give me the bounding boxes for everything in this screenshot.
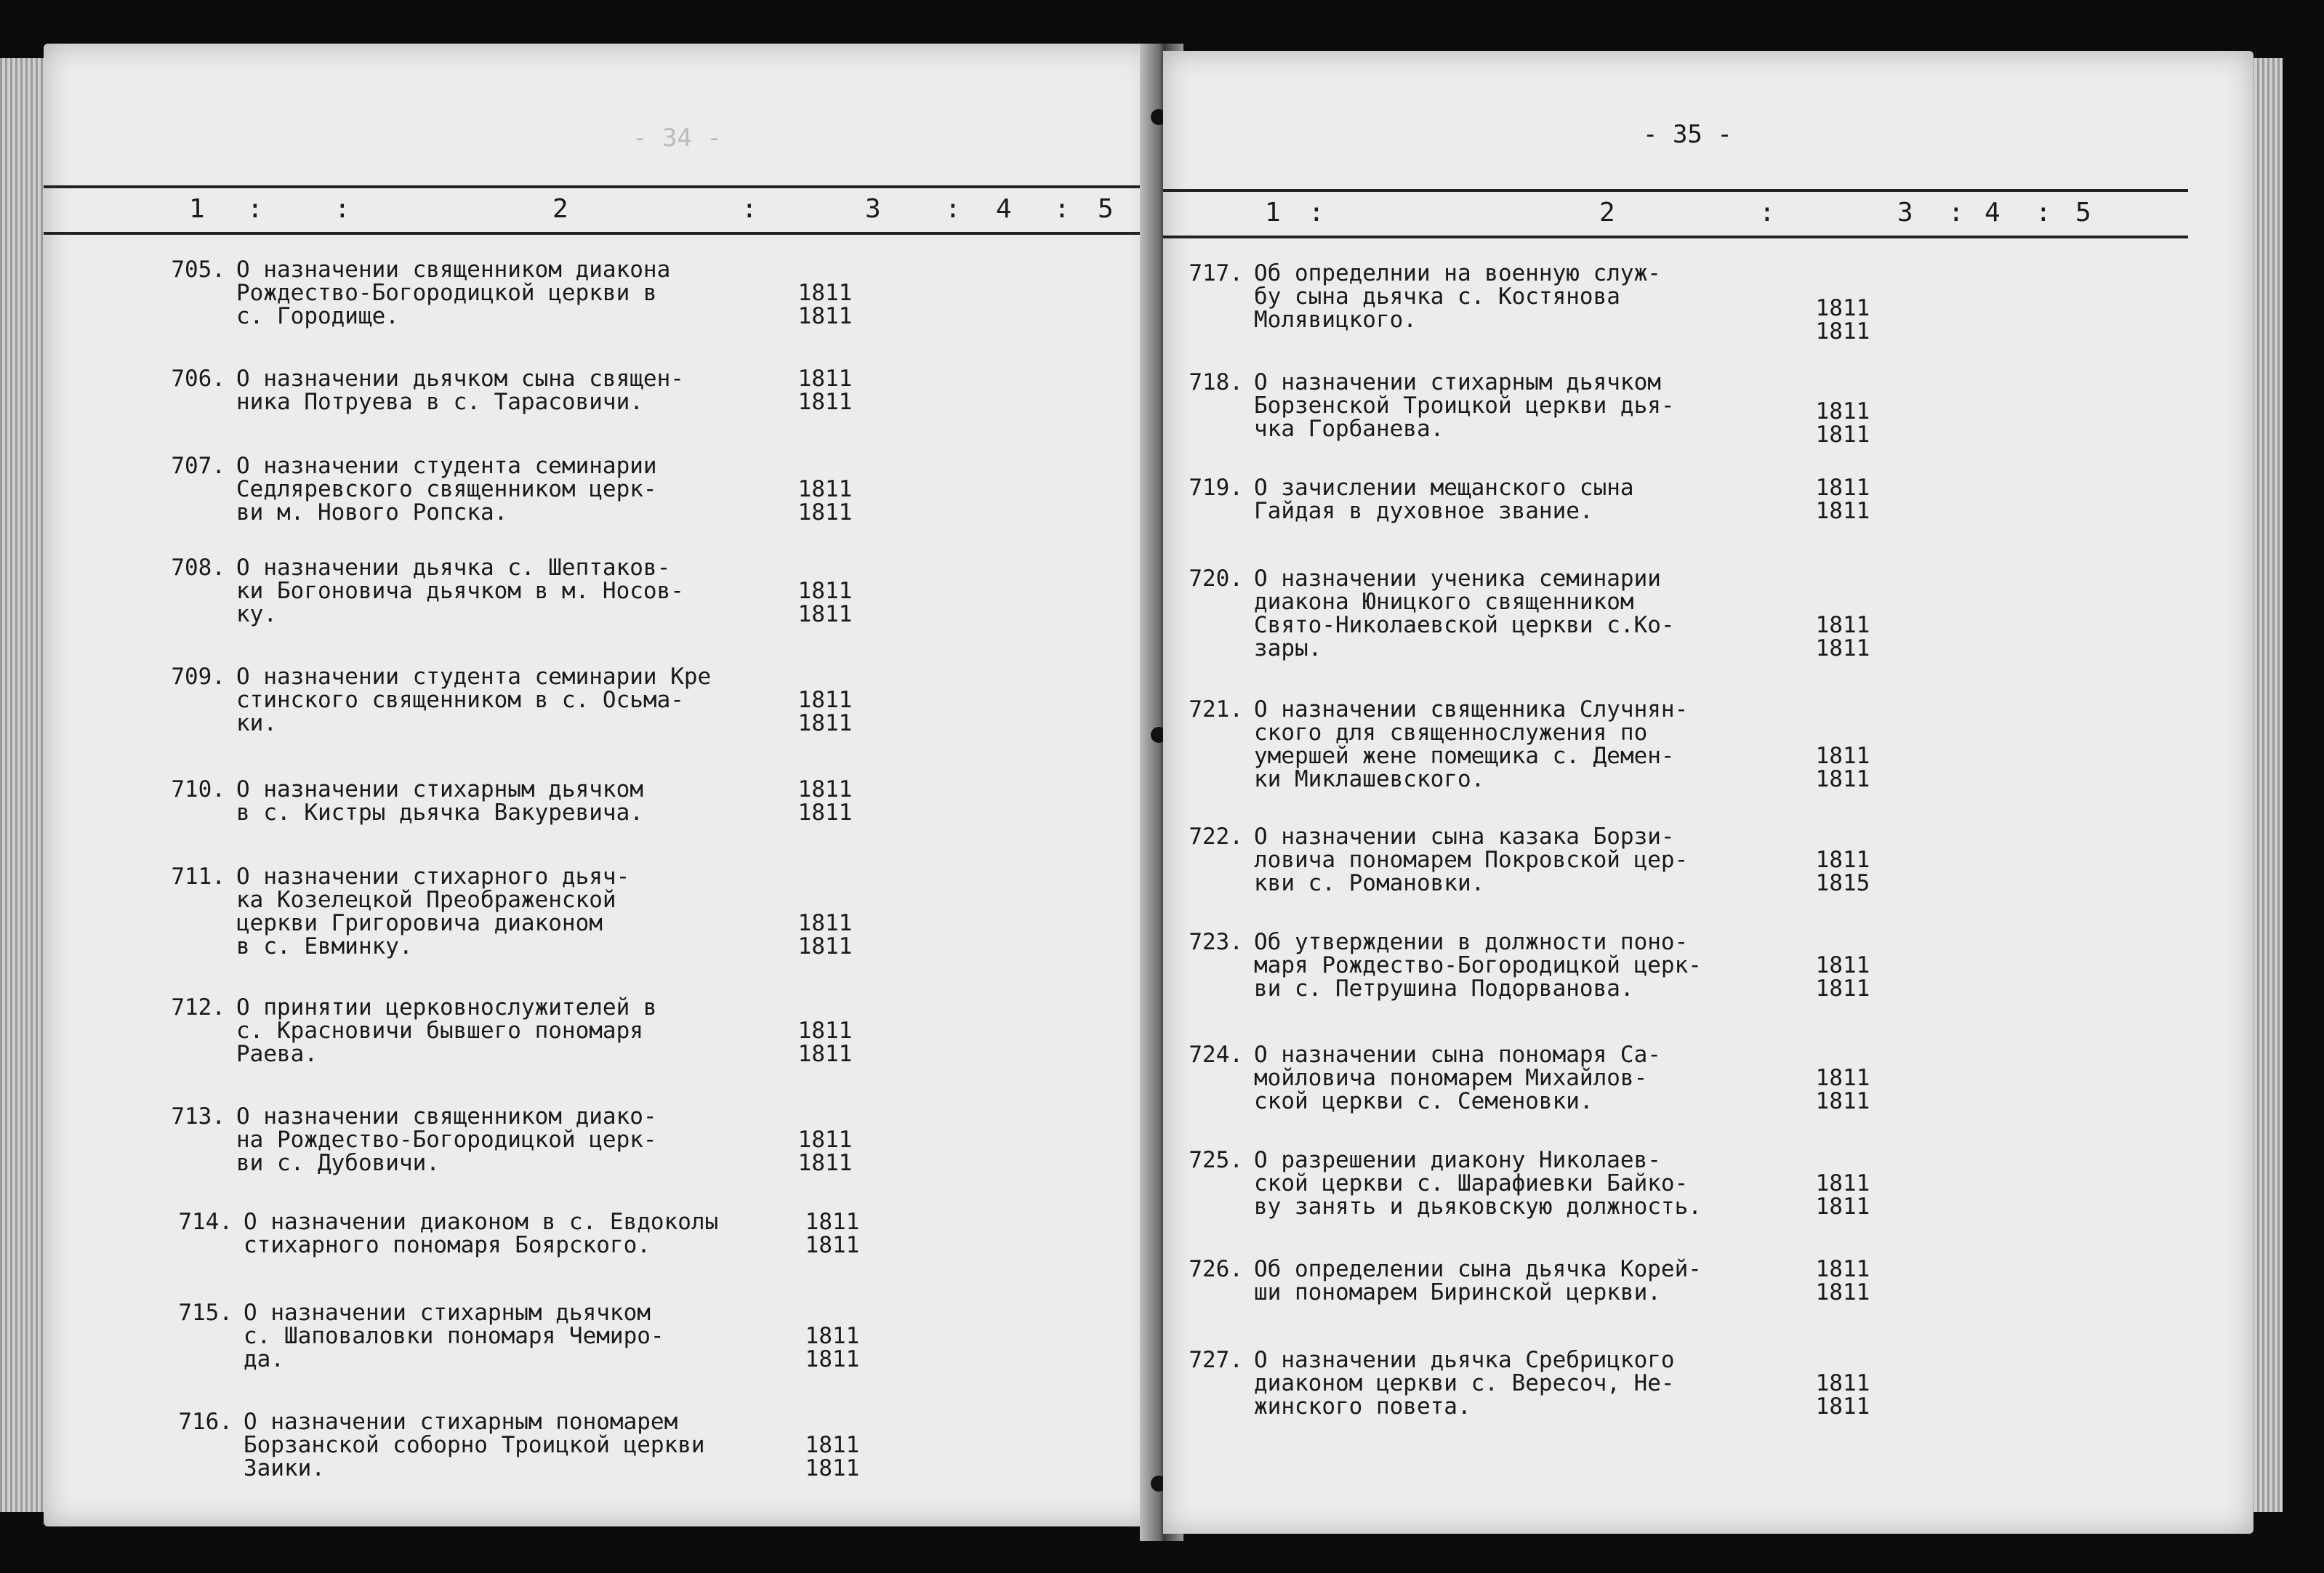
- right-col-3: 3: [1897, 198, 1913, 228]
- entry-year: 1811: [1815, 766, 1870, 792]
- left-col-1: 1: [189, 194, 205, 224]
- left-col-2: 2: [552, 194, 568, 224]
- entry-number: 720.: [1189, 566, 1243, 592]
- left-col-sep: :: [1054, 194, 1070, 224]
- entry-text: О назначении дьячка Сребрицкого диаконом церкви с. Вересоч, Не- жинского повета.: [1254, 1347, 1675, 1420]
- right-col-sep: :: [1759, 198, 1775, 228]
- entry-year: 1811: [797, 800, 853, 826]
- entry-year: 1811: [797, 1127, 853, 1153]
- entry-year: 1811: [1815, 398, 1870, 425]
- entry-text: О назначении стихарным пономарем Борзанской соборно Троицкой церкви Заики.: [244, 1409, 705, 1481]
- entry-year: 1811: [797, 476, 853, 502]
- entry-year: 1811: [797, 280, 853, 306]
- right-col-5: 5: [2075, 198, 2091, 228]
- entry-text: О назначении сына пономаря Са- мойловича пономарем Михайлов- ской церкви с. Семеновки.: [1254, 1042, 1661, 1114]
- entry-number: 723.: [1189, 929, 1243, 955]
- entry-year: 1811: [797, 933, 853, 960]
- entry-number: 716.: [178, 1409, 233, 1435]
- entry-number: 708.: [171, 555, 225, 581]
- entry-year: 1811: [1815, 318, 1870, 345]
- entry-year: 1811: [797, 499, 853, 526]
- left-column-header: [44, 185, 1149, 235]
- right-col-sep: :: [1948, 198, 1964, 228]
- entry-year: 1811: [797, 1150, 853, 1176]
- entry-number: 709.: [171, 664, 225, 690]
- entry-year: 1811: [797, 910, 853, 936]
- entry-year: 1811: [805, 1346, 860, 1372]
- entry-year: 1811: [797, 710, 853, 736]
- entry-text: О назначении стихарным дьячком в с. Кистры дьячка Вакуревича.: [236, 776, 643, 826]
- entry-number: 706.: [171, 366, 225, 392]
- entry-number: 707.: [171, 453, 225, 479]
- entry-year: 1811: [1815, 498, 1870, 524]
- left-col-5: 5: [1098, 194, 1114, 224]
- entry-number: 721.: [1189, 696, 1243, 723]
- entry-text: О назначении студента семинарии Кре стинского священником в с. Осьма- ки.: [236, 664, 712, 736]
- entry-number: 725.: [1189, 1147, 1243, 1173]
- entry-year: 1811: [1815, 1393, 1870, 1420]
- entry-year: 1811: [1815, 743, 1870, 769]
- left-col-sep: :: [247, 194, 263, 224]
- entry-year: 1811: [1815, 635, 1870, 661]
- right-col-sep: :: [1308, 198, 1324, 228]
- entry-number: 717.: [1189, 260, 1243, 286]
- entry-year: 1811: [797, 687, 853, 713]
- left-col-4: 4: [996, 194, 1012, 224]
- entry-text: Об определении сына дьячка Корей- ши пономарем Биринской церкви.: [1254, 1256, 1702, 1306]
- entry-text: О назначении стихарным дьячком Борзенской Троицкой церкви дья- чка Горбанева.: [1254, 369, 1675, 442]
- entry-year: 1811: [1815, 475, 1870, 501]
- entry-year: 1811: [805, 1432, 860, 1458]
- right-column-header: [1163, 189, 2188, 238]
- entry-text: О назначении священником диакона Рождество-Богородицкой церкви в с. Городище.: [236, 257, 671, 329]
- left-page: [44, 44, 1156, 1526]
- entry-year: 1811: [1815, 422, 1870, 448]
- entry-year: 1815: [1815, 870, 1870, 896]
- entry-number: 715.: [178, 1300, 233, 1326]
- entry-year: 1811: [1815, 1194, 1870, 1220]
- entry-text: О назначении дьячком сына священ- ника Потруева в с. Тарасовичи.: [236, 366, 684, 415]
- entry-year: 1811: [805, 1232, 860, 1258]
- entry-number: 711.: [171, 864, 225, 890]
- entry-year: 1811: [797, 1041, 853, 1067]
- entry-year: 1811: [1815, 975, 1870, 1002]
- right-col-2: 2: [1599, 198, 1615, 228]
- entry-text: О назначении стихарного дьяч- ка Козелецкой Преображенской церкви Григоровича диаконом в с. Евминку.: [236, 864, 630, 960]
- entry-number: 712.: [171, 994, 225, 1021]
- entry-year: 1811: [1815, 847, 1870, 873]
- entry-number: 714.: [178, 1209, 233, 1235]
- entry-text: О зачислении мещанского сына Гайдая в духовное звание.: [1254, 475, 1634, 524]
- entry-year: 1811: [797, 776, 853, 802]
- right-col-1: 1: [1265, 198, 1281, 228]
- entry-text: О назначении сына казака Борзи- ловича пономарем Покровской цер- кви с. Романовки.: [1254, 824, 1689, 896]
- entry-year: 1811: [797, 303, 853, 329]
- entry-year: 1811: [805, 1323, 860, 1349]
- entry-text: О назначении студента семинарии Седляревского священником церк- ви м. Нового Ропска.: [236, 453, 657, 526]
- entry-year: 1811: [797, 1018, 853, 1044]
- entry-text: О назначении стихарным дьячком с. Шаповаловки пономаря Чемиро- да.: [244, 1300, 664, 1372]
- entry-year: 1811: [797, 601, 853, 627]
- left-page-number: - 34 -: [632, 124, 722, 153]
- left-col-3: 3: [865, 194, 881, 224]
- entry-number: 719.: [1189, 475, 1243, 501]
- entry-text: О назначении священником диако- на Рождество-Богородицкой церк- ви с. Дубовичи.: [236, 1103, 657, 1176]
- left-col-sep: :: [741, 194, 757, 224]
- entry-number: 724.: [1189, 1042, 1243, 1068]
- right-page-number: - 35 -: [1643, 120, 1732, 149]
- entry-year: 1811: [1815, 612, 1870, 638]
- left-col-sep: :: [334, 194, 350, 224]
- left-col-sep: :: [945, 194, 961, 224]
- entry-year: 1811: [797, 389, 853, 415]
- entry-year: 1811: [805, 1209, 860, 1235]
- entry-number: 713.: [171, 1103, 225, 1130]
- entry-text: О назначении дьячка с. Шептаков- ки Богоновича дьячком в м. Носов- ку.: [236, 555, 684, 627]
- entry-year: 1811: [1815, 1256, 1870, 1282]
- entry-text: О назначении ученика семинарии диакона Юницкого священником Свято-Николаевской церкви с.Ко- зары.: [1254, 566, 1675, 661]
- entry-year: 1811: [1815, 1088, 1870, 1114]
- right-col-sep: :: [2035, 198, 2051, 228]
- entry-text: Об определнии на военную служ- бу сына дьячка с. Костянова Молявицкого.: [1254, 260, 1661, 333]
- entry-number: 727.: [1189, 1347, 1243, 1373]
- entry-year: 1811: [805, 1455, 860, 1481]
- entry-text: О назначении священника Случнян- ского для священнослужения по умершей жене помещика с. Демен- ки Миклашевского.: [1254, 696, 1689, 792]
- entry-text: Об утверждении в должности поно- маря Рождество-Богородицкой церк- ви с. Петрушина Подорванова.: [1254, 929, 1702, 1002]
- entry-year: 1811: [1815, 1065, 1870, 1091]
- right-col-4: 4: [1985, 198, 2001, 228]
- entry-year: 1811: [1815, 952, 1870, 978]
- entry-year: 1811: [1815, 1279, 1870, 1306]
- entry-number: 726.: [1189, 1256, 1243, 1282]
- entry-year: 1811: [797, 366, 853, 392]
- entry-text: О принятии церковнослужителей в с. Красновичи бывшего пономаря Раева.: [236, 994, 657, 1067]
- entry-text: О разрешении диакону Николаев- ской церкви с. Шарафиевки Байко- ву занять и дьяковскую должность.: [1254, 1147, 1702, 1220]
- entry-text: О назначении диаконом в с. Евдоколы стихарного пономаря Боярского.: [244, 1209, 719, 1258]
- entry-number: 710.: [171, 776, 225, 802]
- entry-number: 705.: [171, 257, 225, 283]
- right-page: [1163, 51, 2253, 1534]
- entry-number: 718.: [1189, 369, 1243, 395]
- entry-year: 1811: [1815, 295, 1870, 321]
- entry-number: 722.: [1189, 824, 1243, 850]
- entry-year: 1811: [1815, 1370, 1870, 1396]
- entry-year: 1811: [1815, 1170, 1870, 1196]
- entry-year: 1811: [797, 578, 853, 604]
